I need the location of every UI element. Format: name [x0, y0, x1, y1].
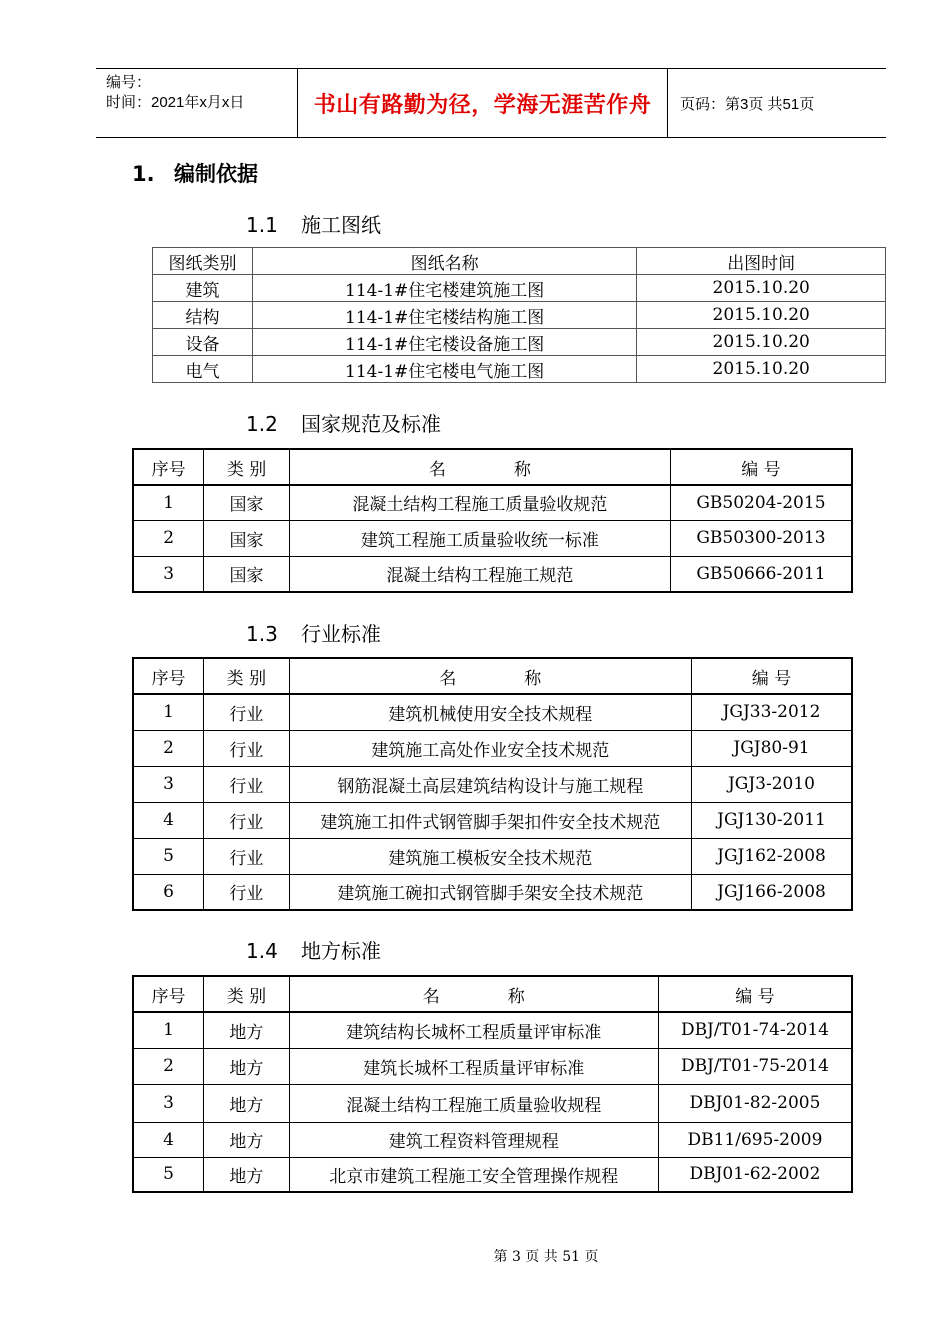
table-cell: 北京市建筑工程施工安全管理操作规程	[289, 1157, 658, 1192]
header-cell: 名 称	[289, 449, 670, 485]
table-cell: 2	[133, 1048, 204, 1084]
section-number: 1.	[132, 162, 155, 186]
subsection-title: 施工图纸	[301, 213, 381, 237]
table-cell: 114-1#住宅楼电气施工图	[252, 356, 636, 383]
table-header-row	[133, 449, 852, 485]
local-standards-table	[132, 975, 853, 1193]
subsection-number: 1.2	[246, 412, 278, 436]
table-cell: 5	[133, 838, 204, 874]
table-row	[133, 802, 852, 838]
header-cell: 编 号	[692, 658, 853, 694]
table-cell: 地方	[204, 1048, 290, 1084]
table-cell: 2015.10.20	[637, 302, 886, 329]
table-cell: 混凝土结构工程施工质量验收规范	[289, 485, 670, 520]
header-cell: 编 号	[670, 449, 852, 485]
page-footer	[0, 1246, 950, 1266]
header-cell: 名 称	[289, 976, 658, 1012]
table-cell: 行业	[204, 802, 290, 838]
table-cell: 国家	[204, 520, 290, 556]
table-cell: 建筑施工扣件式钢管脚手架扣件安全技术规范	[289, 802, 691, 838]
header-cell: 出图时间	[637, 248, 886, 275]
table-cell: 3	[133, 766, 204, 802]
table-cell: DBJ01-62-2002	[658, 1157, 852, 1192]
table-cell: 地方	[204, 1084, 290, 1122]
table-cell: 地方	[204, 1122, 290, 1157]
table-cell: 钢筋混凝土高层建筑结构设计与施工规程	[289, 766, 691, 802]
header-cell: 图纸名称	[252, 248, 636, 275]
table-cell: 行业	[204, 730, 290, 766]
header-motto: 书山有路勤为径，学海无涯苦作舟	[298, 69, 668, 137]
drawings-table	[152, 247, 886, 383]
table-cell: GB50204-2015	[670, 485, 852, 520]
table-row	[133, 556, 852, 592]
header-cell: 序号	[133, 449, 204, 485]
table-cell: 国家	[204, 556, 290, 592]
table-cell: 建筑工程施工质量验收统一标准	[289, 520, 670, 556]
subsection-number: 1.3	[246, 622, 278, 646]
national-standards-table	[132, 448, 853, 593]
table-row	[133, 766, 852, 802]
header-time-label: 时间：2021年x月x日	[106, 94, 245, 111]
table-cell: 地方	[204, 1012, 290, 1048]
header-cell: 类 别	[204, 658, 290, 694]
table-row	[133, 1048, 852, 1084]
table-row	[153, 329, 886, 356]
table-cell: 3	[133, 556, 204, 592]
header-cell: 图纸类别	[153, 248, 253, 275]
table-row	[133, 1084, 852, 1122]
table-cell: GB50666-2011	[670, 556, 852, 592]
table-row	[153, 275, 886, 302]
table-header-row	[153, 248, 886, 275]
table-cell: 114-1#住宅楼设备施工图	[252, 329, 636, 356]
table-cell: 2	[133, 730, 204, 766]
table-cell: 建筑结构长城杯工程质量评审标准	[289, 1012, 658, 1048]
table-cell: JGJ166-2008	[692, 874, 853, 910]
table-cell: JGJ130-2011	[692, 802, 853, 838]
section-title: 编制依据	[174, 162, 258, 186]
table-cell: 建筑施工模板安全技术规范	[289, 838, 691, 874]
table-cell: 行业	[204, 694, 290, 730]
table-row	[153, 302, 886, 329]
industry-standards-table	[132, 657, 853, 911]
header-cell: 序号	[133, 976, 204, 1012]
table-cell: 114-1#住宅楼建筑施工图	[252, 275, 636, 302]
table-cell: JGJ33-2012	[692, 694, 853, 730]
table-cell: 国家	[204, 485, 290, 520]
header-meta	[96, 69, 298, 137]
header-cell: 名 称	[289, 658, 691, 694]
table-row	[133, 874, 852, 910]
table-cell: 114-1#住宅楼结构施工图	[252, 302, 636, 329]
table-cell: 3	[133, 1084, 204, 1122]
header-cell: 序号	[133, 658, 204, 694]
table-cell: 建筑长城杯工程质量评审标准	[289, 1048, 658, 1084]
table-cell: 4	[133, 802, 204, 838]
table-row	[133, 1122, 852, 1157]
table-cell: 电气	[153, 356, 253, 383]
table-cell: DB11/695-2009	[658, 1122, 852, 1157]
table-cell: DBJ/T01-74-2014	[658, 1012, 852, 1048]
table-row	[133, 485, 852, 520]
table-cell: 1	[133, 485, 204, 520]
header-cell: 编 号	[658, 976, 852, 1012]
table-row	[153, 356, 886, 383]
table-cell: 建筑施工碗扣式钢管脚手架安全技术规范	[289, 874, 691, 910]
table-cell: 行业	[204, 838, 290, 874]
table-cell: 建筑	[153, 275, 253, 302]
section-heading	[132, 158, 258, 188]
header-page-label: 页码：第3页 共51页	[680, 95, 815, 113]
table-cell: 建筑工程资料管理规程	[289, 1122, 658, 1157]
table-cell: 结构	[153, 302, 253, 329]
page-header	[96, 68, 886, 138]
table-row	[133, 838, 852, 874]
table-cell: 行业	[204, 766, 290, 802]
table-header-row	[133, 658, 852, 694]
table-cell: GB50300-2013	[670, 520, 852, 556]
table-cell: 4	[133, 1122, 204, 1157]
table-cell: 地方	[204, 1157, 290, 1192]
table-cell: 6	[133, 874, 204, 910]
subsection-heading-1-1	[246, 209, 381, 238]
header-cell: 类 别	[204, 449, 290, 485]
subsection-heading-1-4	[246, 935, 381, 964]
table-cell: 混凝土结构工程施工规范	[289, 556, 670, 592]
table-row	[133, 1012, 852, 1048]
table-cell: 2015.10.20	[637, 329, 886, 356]
table-cell: JGJ3-2010	[692, 766, 853, 802]
table-cell: JGJ80-91	[692, 730, 853, 766]
header-cell: 类 别	[204, 976, 290, 1012]
table-header-row	[133, 976, 852, 1012]
table-cell: 1	[133, 694, 204, 730]
subsection-title: 地方标准	[301, 939, 381, 963]
table-cell: DBJ01-82-2005	[658, 1084, 852, 1122]
table-cell: 行业	[204, 874, 290, 910]
table-cell: 1	[133, 1012, 204, 1048]
table-cell: 建筑施工高处作业安全技术规范	[289, 730, 691, 766]
table-cell: JGJ162-2008	[692, 838, 853, 874]
table-row	[133, 694, 852, 730]
subsection-number: 1.1	[246, 213, 278, 237]
subsection-title: 国家规范及标准	[301, 412, 441, 436]
table-row	[133, 1157, 852, 1192]
table-cell: 2	[133, 520, 204, 556]
subsection-heading-1-2	[246, 408, 441, 437]
subsection-number: 1.4	[246, 939, 278, 963]
header-number-label: 编号：	[106, 74, 152, 91]
table-row	[133, 520, 852, 556]
table-row	[133, 730, 852, 766]
subsection-heading-1-3	[246, 618, 381, 647]
table-cell: 2015.10.20	[637, 275, 886, 302]
table-cell: DBJ/T01-75-2014	[658, 1048, 852, 1084]
subsection-title: 行业标准	[301, 622, 381, 646]
table-cell: 设备	[153, 329, 253, 356]
table-cell: 混凝土结构工程施工质量验收规程	[289, 1084, 658, 1122]
table-cell: 建筑机械使用安全技术规程	[289, 694, 691, 730]
table-cell: 5	[133, 1157, 204, 1192]
footer-page-number: 第 3 页 共 51 页	[493, 1249, 599, 1265]
table-cell: 2015.10.20	[637, 356, 886, 383]
